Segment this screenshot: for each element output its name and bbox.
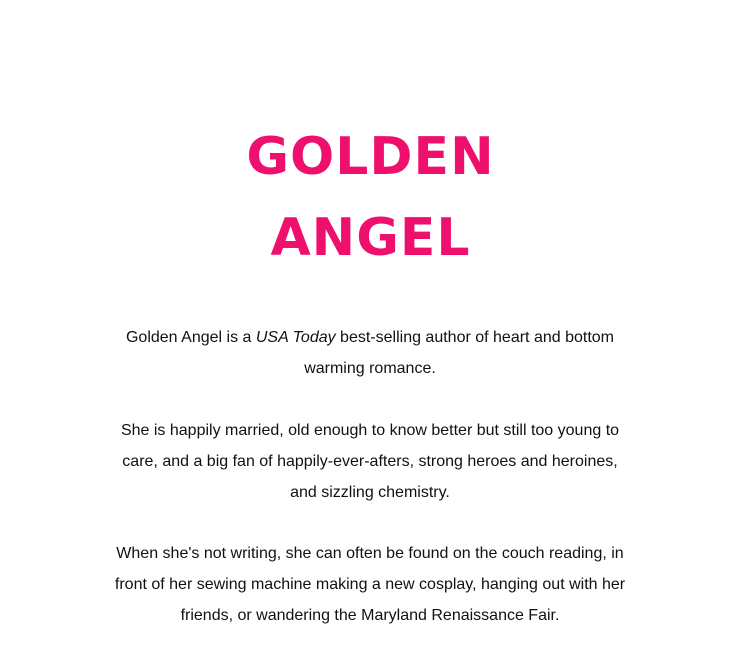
bio-paragraph-1-before: Golden Angel is a [125, 329, 256, 346]
author-name-title [0, 127, 741, 268]
bio-paragraph-3 [70, 538, 670, 631]
title-line-1: GOLDEN [246, 126, 495, 187]
bio-paragraph-3-line-1: When she's not writing, she can often be found on the couch reading, in [116, 545, 624, 562]
bio-paragraph-3-line-2: front of her sewing machine making a new cosplay, hanging out with her [114, 576, 626, 593]
bio-paragraph-3-line-3: friends, or wandering the Maryland Renaissance Fair. [180, 607, 560, 624]
bio-paragraph-1-after: best-selling author of heart and bottom [335, 329, 614, 346]
bio-paragraph-2-line-2: care, and a big fan of happily-ever-afters, strong heroes and heroines, [122, 453, 618, 470]
bio-paragraph-2 [70, 415, 670, 508]
usa-today-emphasis: USA Today [255, 329, 336, 346]
title-line-2: ANGEL [270, 207, 471, 268]
bio-paragraph-1 [70, 322, 670, 384]
bio-paragraph-2-line-3: and sizzling chemistry. [290, 484, 450, 501]
bio-paragraph-1-line-2: warming romance. [304, 360, 436, 377]
bio-paragraph-2-line-1: She is happily married, old enough to know better but still too young to [120, 422, 620, 439]
